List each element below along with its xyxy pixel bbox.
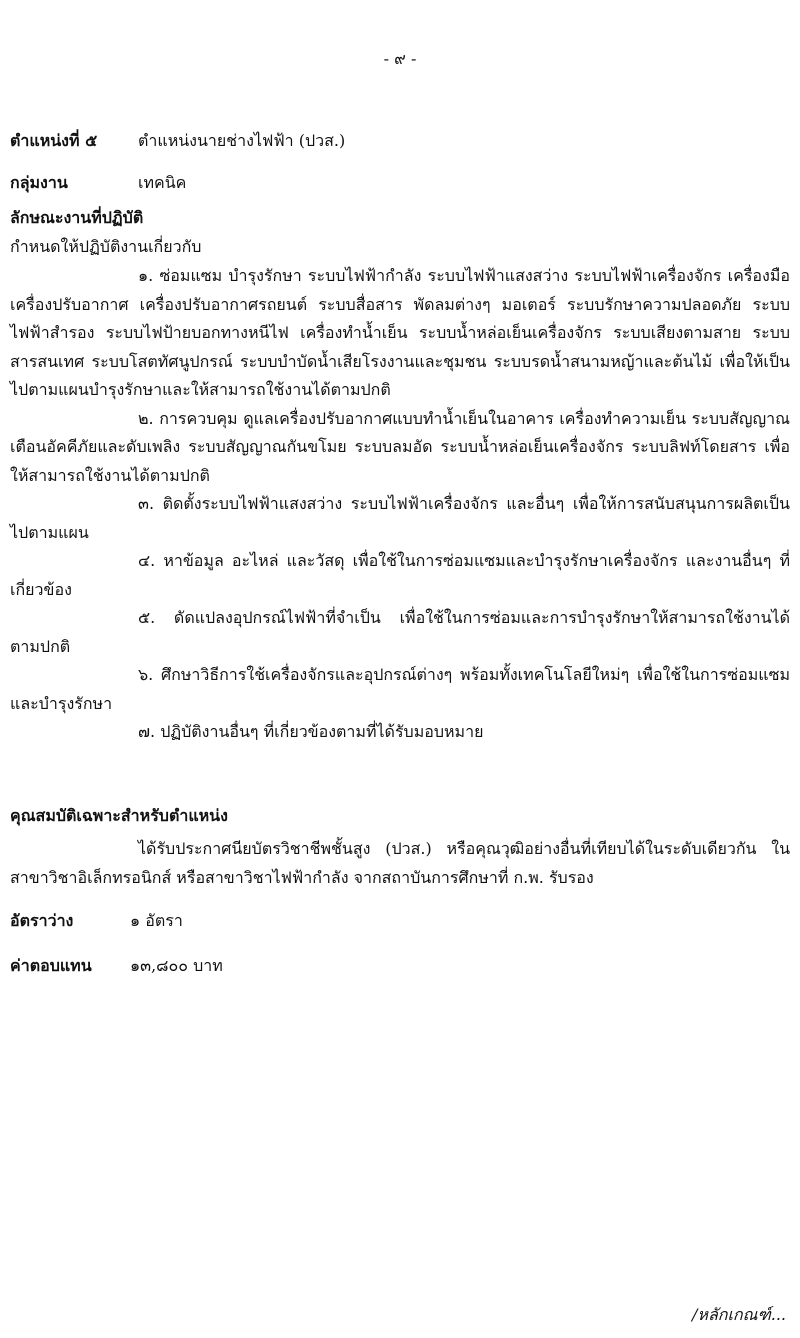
qualifications-text: ได้รับประกาศนียบัตรวิชาชีพชั้นสูง (ปวส.) หรือคุณวุฒิอย่างอื่นที่เทียบได้ในระดับเดียวกัน ในสาขาวิชาอิเล็กทรอนิกส์ หรือสาขาวิชาไฟฟ้ากำลัง จากสถาบันการศึกษาที่ ก.พ. รับรอง (10, 839, 790, 887)
vacancy-value: ๑ อัตรา (130, 911, 183, 930)
duty-item-4: ๔. หาข้อมูล อะไหล่ และวัสดุ เพื่อใช้ในการซ่อมแซมและบำรุงรักษาเครื่องจักร และงานอื่นๆ ที่เกี่ยวข้อง (10, 551, 790, 599)
duties-heading: ลักษณะงานที่ปฏิบัติ (10, 208, 144, 227)
group-label: กลุ่มงาน (10, 173, 68, 192)
qualifications-heading: คุณสมบัติเฉพาะสำหรับตำแหน่ง (10, 806, 228, 825)
salary-value: ๑๓,๘๐๐ บาท (130, 956, 223, 975)
position-label: ตำแหน่งที่ ๕ (10, 131, 98, 150)
duty-item-3: ๓. ติดตั้งระบบไฟฟ้าแสงสว่าง ระบบไฟฟ้าเครื่องจักร และอื่นๆ เพื่อให้การสนับสนุนการผลิตเป็นไปตามแผน (10, 494, 790, 542)
vacancy-label: อัตราว่าง (10, 911, 74, 930)
page-number: - ๙ - (383, 49, 417, 68)
duty-item-5: ๕. ดัดแปลงอุปกรณ์ไฟฟ้าที่จำเป็น เพื่อใช้ในการซ่อมและการบำรุงรักษาให้สามารถใช้งานได้ตามปกติ (10, 608, 790, 656)
duties-list (10, 262, 790, 747)
duties-intro: กำหนดให้ปฏิบัติงานเกี่ยวกับ (10, 237, 202, 256)
continued-next-page: /หลักเกณฑ์... (692, 1305, 786, 1324)
position-value: ตำแหน่งนายช่างไฟฟ้า (ปวส.) (138, 131, 346, 150)
salary-label: ค่าตอบแทน (10, 956, 92, 975)
duty-item-1: ๑. ซ่อมแซม บำรุงรักษา ระบบไฟฟ้ากำลัง ระบบไฟฟ้าแสงสว่าง ระบบไฟฟ้าเครื่องจักร เครื่องมือ เครื่องปรับอากาศ เครื่องปรับอากาศรถยนต์ ระบบสื่อสาร พัดลมต่างๆ มอเตอร์ ระบบรักษาความปลอดภัย ระบบไฟฟ้าสำรอง ระบบไฟป้ายบอกทางหนีไฟ เครื่องทำน้ำเย็น ระบบน้ำหล่อเย็นเครื่องจักร ระบบเสียงตามสาย ระบบสารสนเทศ ระบบโสตทัศนูปกรณ์ ระบบบำบัดน้ำเสียโรงงานและชุมชน ระบบรดน้ำสนามหญ้าและต้นไม้ เพื่อให้เป็นไปตามแผนบำรุงรักษาและให้สามารถใช้งานได้ตามปกติ (10, 266, 790, 399)
group-value: เทคนิค (138, 173, 187, 192)
duty-item-7: ๗. ปฏิบัติงานอื่นๆ ที่เกี่ยวข้องตามที่ได้รับมอบหมาย (138, 722, 484, 741)
duty-item-6: ๖. ศึกษาวิธีการใช้เครื่องจักรและอุปกรณ์ต่างๆ พร้อมทั้งเทคโนโลยีใหม่ๆ เพื่อใช้ในการซ่อมแซมและบำรุงรักษา (10, 665, 790, 713)
duty-item-2: ๒. การควบคุม ดูแลเครื่องปรับอากาศแบบทำน้ำเย็นในอาคาร เครื่องทำความเย็น ระบบสัญญาณเตือนอัคคีภัยและดับเพลิง ระบบสัญญาณกันขโมย ระบบลมอัด ระบบน้ำหล่อเย็นเครื่องจักร ระบบลิฟท์โดยสาร เพื่อให้สามารถใช้งานได้ตามปกติ (10, 408, 790, 485)
